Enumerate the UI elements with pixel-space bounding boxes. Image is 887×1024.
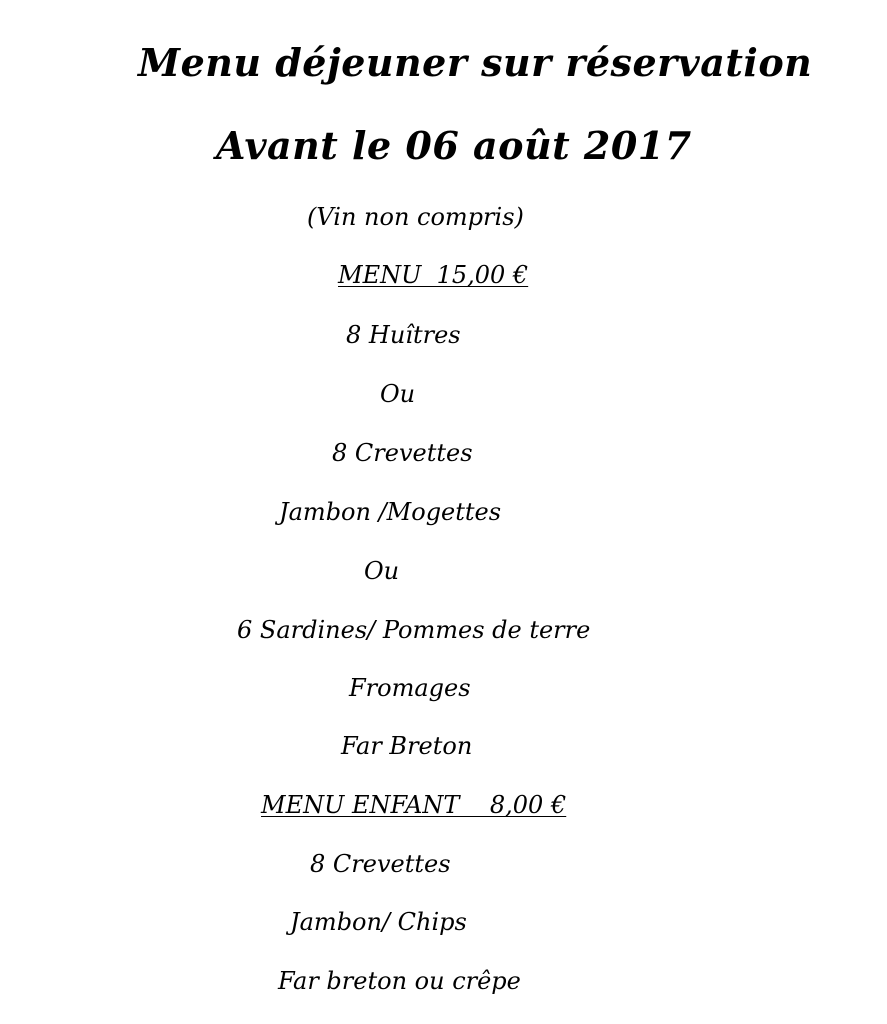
menu-item: Far breton ou crêpe xyxy=(278,967,521,995)
child-menu-heading: MENU ENFANT 8,00 € xyxy=(261,791,567,819)
menu-item: 8 Huîtres xyxy=(346,321,461,349)
menu-item: Fromages xyxy=(349,674,471,702)
wine-note: (Vin non compris) xyxy=(307,203,524,231)
menu-item: 8 Crevettes xyxy=(332,439,473,467)
menu-date: Avant le 06 août 2017 xyxy=(216,123,692,168)
menu-item: Jambon /Mogettes xyxy=(279,498,502,526)
menu-title: Menu déjeuner sur réservation xyxy=(138,40,813,85)
menu-item: Far Breton xyxy=(341,732,473,760)
menu-item: Ou xyxy=(364,557,400,585)
adult-menu-heading: MENU 15,00 € xyxy=(338,261,529,289)
menu-item: Ou xyxy=(380,380,416,408)
menu-item: 8 Crevettes xyxy=(310,850,451,878)
menu-item: Jambon/ Chips xyxy=(290,908,467,936)
menu-item: 6 Sardines/ Pommes de terre xyxy=(237,616,591,644)
